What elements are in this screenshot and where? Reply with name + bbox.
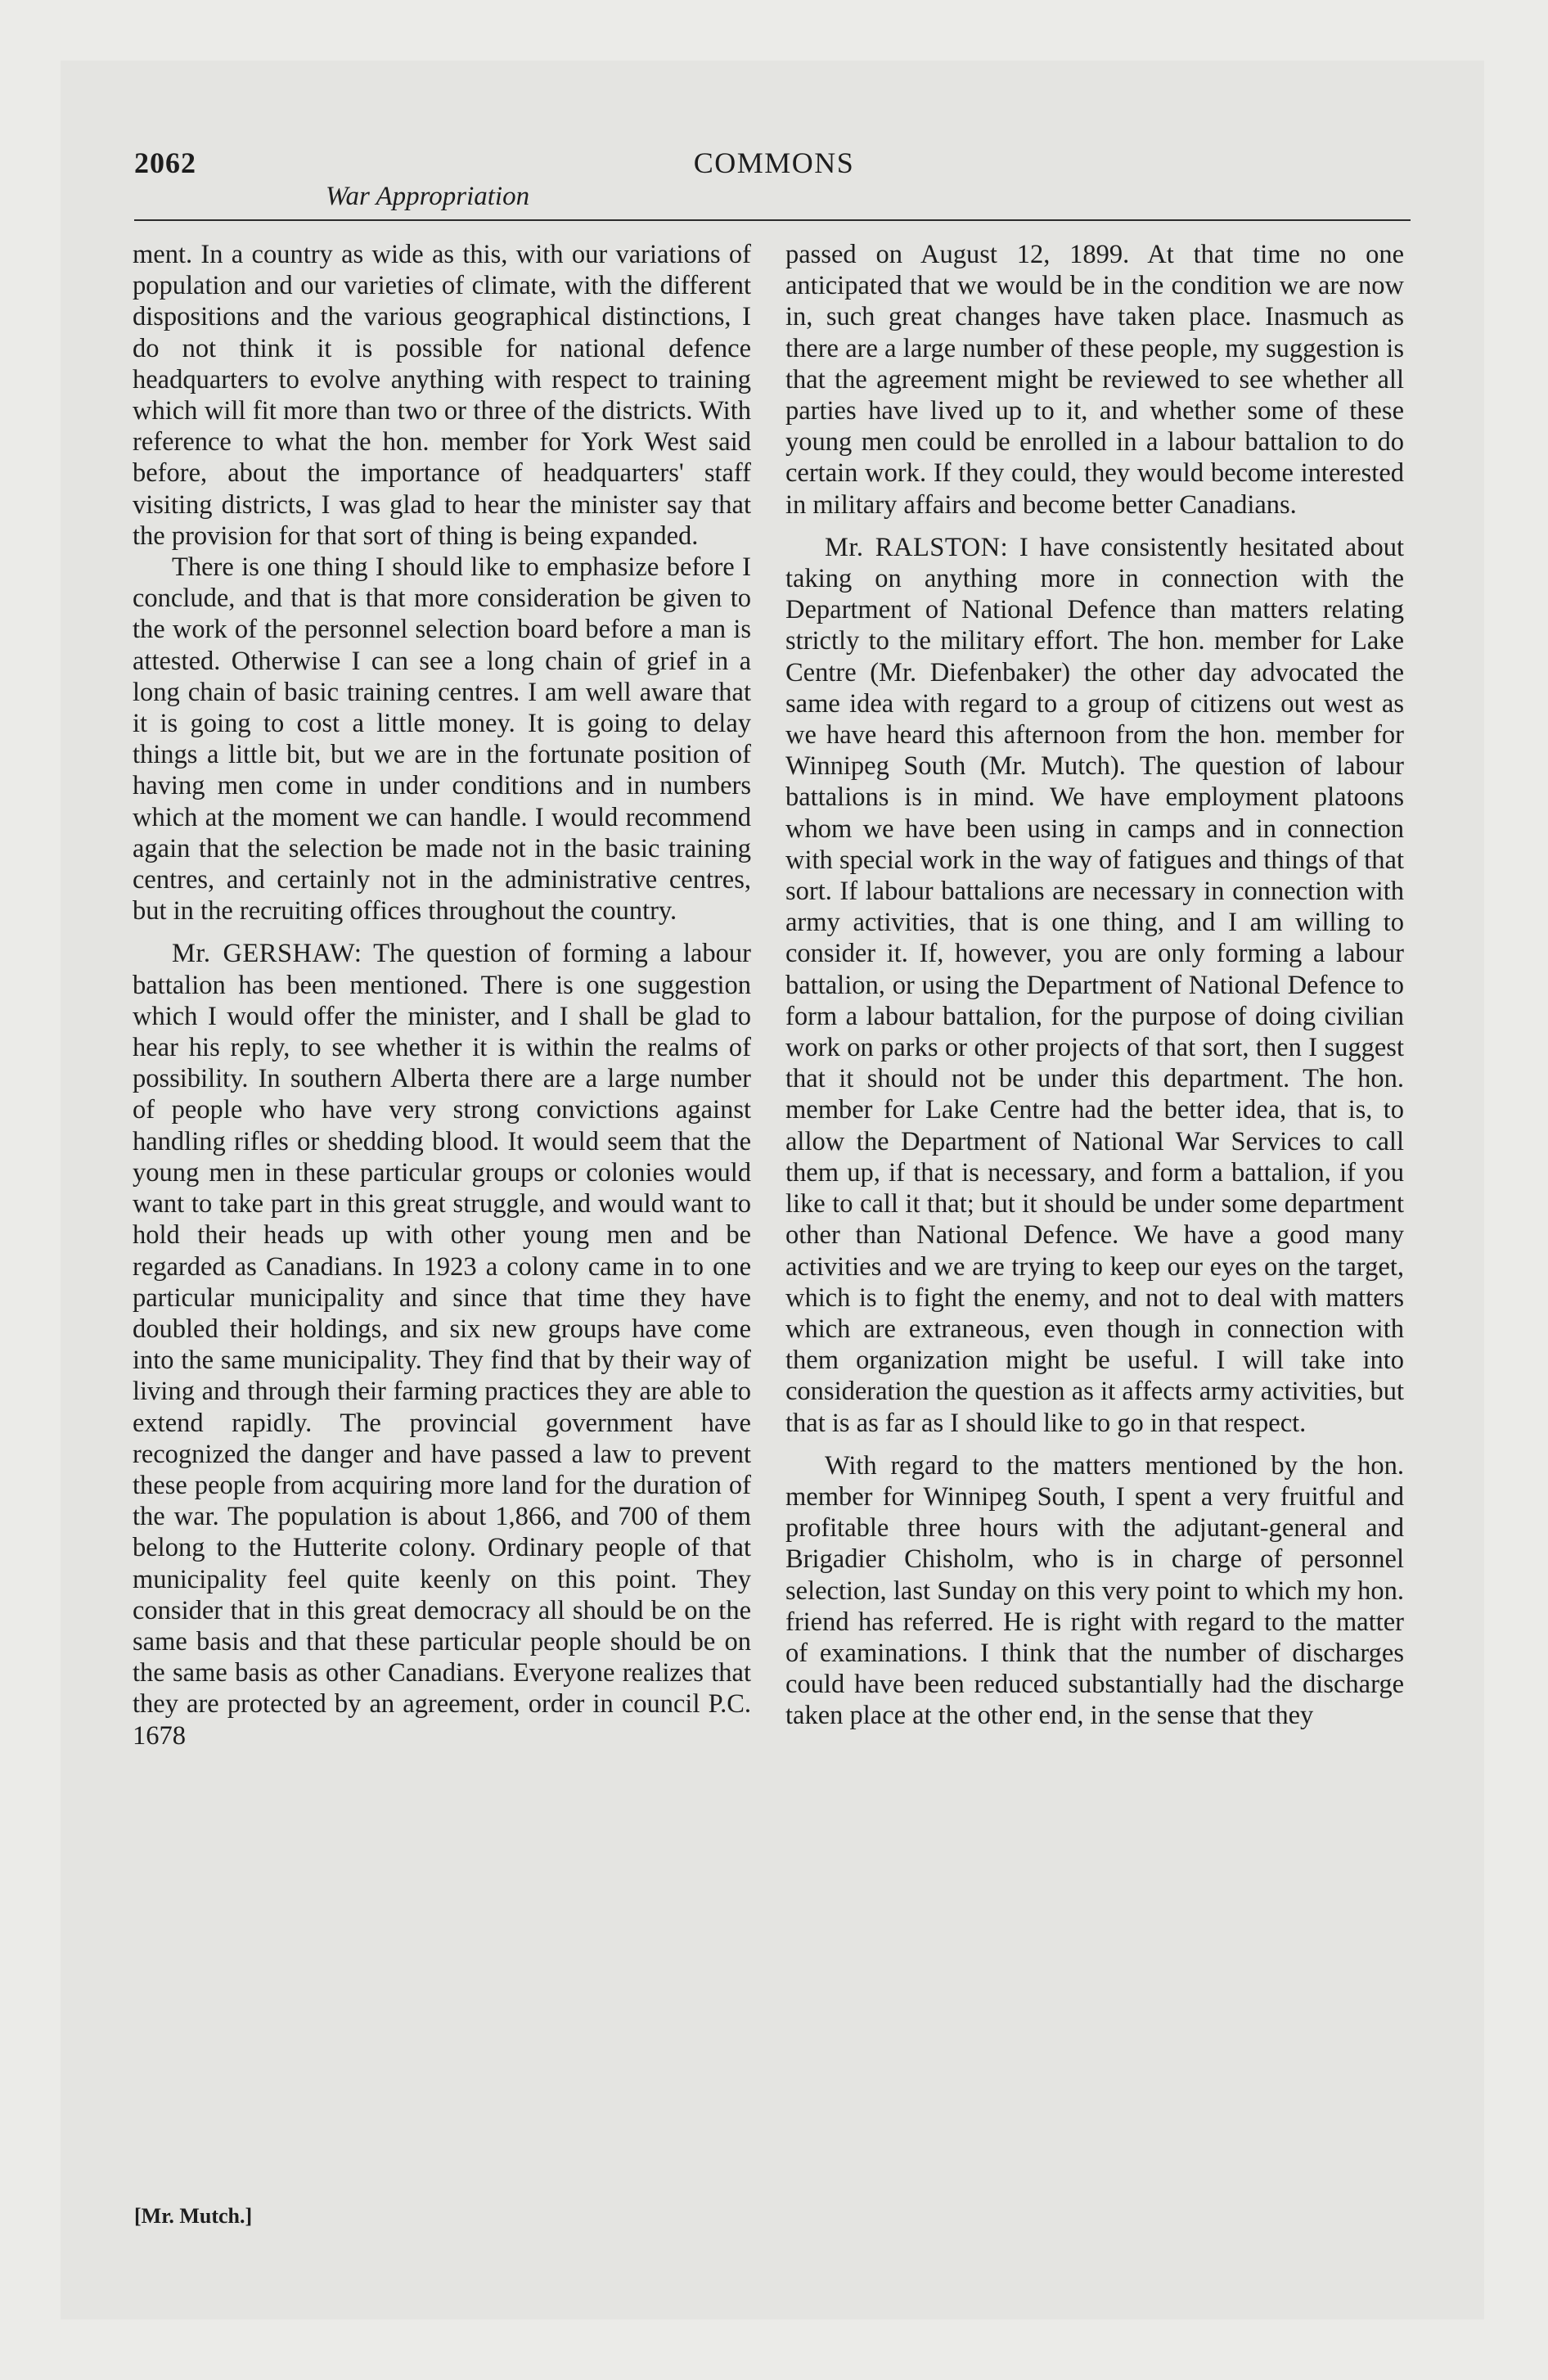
paragraph: ment. In a country as wide as this, with our variations of population and our varieties of climate, with the different dispositions and the various geographical distinctions, I do not think it is possible for national defence headquarters to evolve anything with respect to training which will fit more than two or three of the districts. With reference to what the hon. member for York West said before, about the importance of headquarters' staff visiting districts, I was glad to hear the minister say that the provision for that sort of thing is being expanded. bbox=[133, 240, 751, 551]
speech bbox=[133, 938, 751, 1751]
footer-attribution: [Mr. Mutch.] bbox=[134, 2204, 253, 2228]
page-number: 2062 bbox=[134, 146, 196, 179]
speaker-name: Mr. GERSHAW: bbox=[172, 939, 362, 969]
section-title: COMMONS bbox=[693, 146, 855, 179]
paragraph: With regard to the matters mentioned by the hon. member for Winnipeg South, I spent a very fruitful and profitable three hours with the adjutant-general and Brigadier Chisholm, who is in charge of personnel selection, last Sunday on this very point to which my hon. friend has referred. He is right with regard to the matter of examinations. I think that the number of discharges could have been reduced substantially had the discharge taken place at the other end, in the sense that they bbox=[785, 1450, 1404, 1731]
paragraph: There is one thing I should like to emphasize before I conclude, and that is that more consideration be given to the work of the personnel selection board before a man is attested. Otherwise I can see a long chain of grief in a long chain of basic training centres. I am well aware that it is going to cost a little money. It is going to delay things a little bit, but we are in the fortunate position of having men come in under conditions and in numbers which at the moment we can handle. I would recommend again that the selection be made not in the basic training centres, and certainly not in the administrative centres, but in the recruiting offices throughout the country. bbox=[133, 552, 751, 926]
speech-text: The question of forming a labour battalion has been mentioned. There is one suggestion which I would offer the minister, and I shall be glad to hear his reply, to see whether it is within the realms of possibility. In southern Alberta there are a large number of people who have very strong convictions against handling rifles or shedding blood. It would seem that the young men in these particular groups or colonies would want to take part in this great struggle, and would want to hold their heads up with other young men and be regarded as Canadians. In 1923 a colony came in to one particular municipality and since that time they have doubled their holdings, and six new groups have come into the same municipality. They find that by their way of living and through their farming practices they are able to extend rapidly. The provincial government have recognized the danger and have passed a law to prevent these people from acquiring more land for the duration of the war. The population is about 1,866, and 700 of them belong to the Hutterite colony. Ordinary people of that municipality feel quite keenly on this point. They consider that in this great democracy all should be on the same basis and that these particular people should be on the same basis as other Canadians. Everyone realizes that they are protected by an agreement, order in council P.C. 1678 bbox=[133, 939, 752, 1751]
speech bbox=[785, 532, 1404, 1439]
right-column bbox=[785, 239, 1404, 1732]
header-rule bbox=[134, 219, 1411, 221]
speaker-name: Mr. RALSTON: bbox=[825, 532, 1009, 562]
running-head: War Appropriation bbox=[326, 182, 530, 211]
left-column bbox=[133, 239, 751, 1751]
speech-text: I have consistently hesitated about taking on anything more in connection with the Department of National Defence than matters relating strictly to the military effort. The hon. member for Lake Centre (Mr. Diefenbaker) the other day advocated the same idea with regard to a group of citizens out west as we have heard this afternoon from the hon. member for Winnipeg South (Mr. Mutch). The question of labour battalions is in mind. We have employment platoons whom we have been using in camps and in connection with special work in the way of fatigues and things of that sort. If labour battalions are necessary in connection with army activities, that is one thing, and I am willing to consider it. If, however, you are only forming a labour battalion, or using the Department of National Defence to form a labour battalion, for the purpose of doing civilian work on parks or other projects of that sort, then I suggest that it should not be under this department. The hon. member for Lake Centre had the better idea, that is, to allow the Department of National War Services to call them up, if that is necessary, and form a battalion, if you like to call it that; but it should be under some department other than National Defence. We have a good many activities and we are trying to keep our eyes on the target, which is to fight the enemy, and not to deal with matters which are extraneous, even though in connection with them organization might be useful. I will take into consideration the question as it affects army activities, but that is as far as I should like to go in that respect. bbox=[785, 532, 1404, 1438]
paragraph: passed on August 12, 1899. At that time no one anticipated that we would be in the condition we are now in, such great changes have taken place. Inasmuch as there are a large number of these people, my suggestion is that the agreement might be reviewed to see whether all parties have lived up to it, and whether some of these young men could be enrolled in a labour battalion to do certain work. If they could, they would become interested in military affairs and become better Canadians. bbox=[785, 240, 1404, 520]
